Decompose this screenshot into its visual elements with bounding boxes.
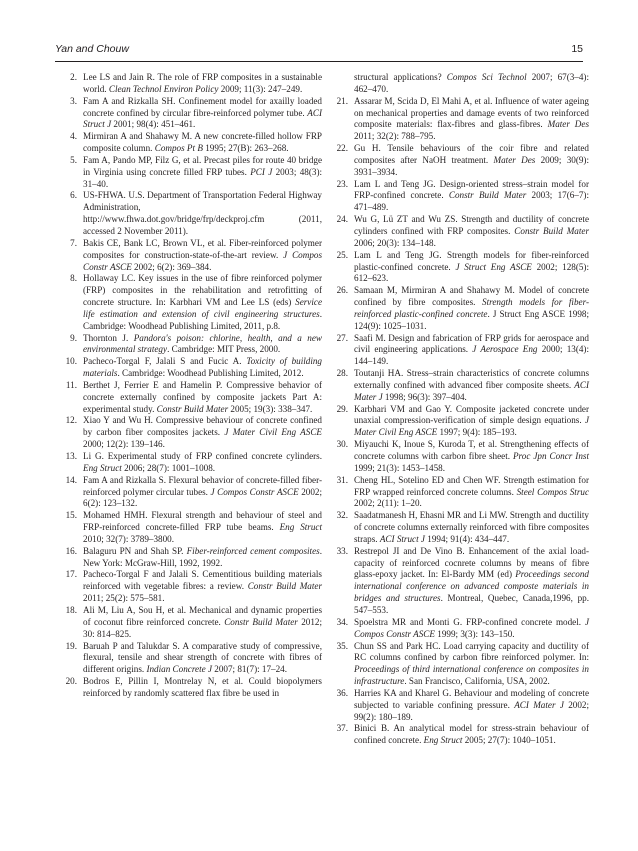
references-left-column xyxy=(60,72,322,700)
reference-source-italic: ACI Mater J xyxy=(354,379,589,402)
reference-text-segment: Fam A and Rizkalla S. Flexural behavior of concrete-filled fiber-reinforced polymer circular tubes. xyxy=(83,474,322,497)
reference-text-segment: structural applications? xyxy=(354,72,447,82)
reference-text-segment: 2003; 48(3): 31–40. xyxy=(83,166,323,189)
reference-entry xyxy=(331,404,589,440)
reference-number: 24. xyxy=(336,214,348,225)
reference-number: 4. xyxy=(70,131,77,142)
reference-text-segment: Li G. Experimental study of FRP confined concrete cylinders. xyxy=(83,451,322,461)
reference-entry xyxy=(331,179,589,215)
reference-entry xyxy=(331,723,589,747)
reference-number: 32. xyxy=(336,510,348,521)
reference-entry xyxy=(331,546,589,617)
reference-text xyxy=(354,404,589,440)
reference-text-segment: 2002; 128(5): 612–623. xyxy=(354,261,589,284)
reference-text-segment: Chun SS and Park HC. Load carrying capacity and ductility of RC columns confined by carbon fibre reinforced polymer. In: xyxy=(354,640,589,663)
reference-number: 8. xyxy=(70,273,77,284)
reference-text xyxy=(83,273,322,332)
reference-text-segment: 2007; 81(7): 17–24. xyxy=(212,664,288,675)
reference-entry xyxy=(60,546,322,570)
reference-number: 15. xyxy=(65,510,77,521)
reference-text-segment: 2005; 19(3): 338–347. xyxy=(228,403,313,414)
reference-text-segment: 2002; 2(11): 1–20. xyxy=(354,498,422,509)
reference-text-segment: Binici B. An analytical model for stress-strain behaviour of confined concrete. xyxy=(354,723,589,746)
reference-entry xyxy=(60,131,322,155)
reference-entry xyxy=(331,368,589,404)
reference-text-segment: 2007; 67(3–4): 462–470. xyxy=(354,72,590,94)
reference-source-italic: Proceedings second international conference on advanced composte materials in bridges and structures xyxy=(354,569,589,604)
reference-text xyxy=(83,475,322,511)
reference-number: 20. xyxy=(65,676,77,687)
reference-text-segment: Berthet J, Ferrier E and Hamelin P. Compressive behavior of concrete externally confined by composite jackets Part A: experimental study. xyxy=(83,379,322,414)
reference-text xyxy=(83,641,322,677)
reference-source-italic: Toxicity of building materials xyxy=(83,356,322,379)
reference-text-segment: . Montreal, Quebec, Canada,1996, pp. 547–553. xyxy=(354,593,589,615)
reference-source-italic: J Mater Civil Eng ASCE xyxy=(224,427,322,438)
reference-text xyxy=(354,214,589,250)
reference-source-italic: Proceedings of third international conference on composites in infrastructure xyxy=(354,664,589,687)
reference-text xyxy=(354,688,589,724)
reference-number: 12. xyxy=(65,415,77,426)
reference-text-segment: 2012; 30: 814–825. xyxy=(83,616,323,639)
reference-number: 11. xyxy=(65,379,77,390)
reference-number: 19. xyxy=(65,640,77,651)
reference-source-italic: Constr Build Mater xyxy=(156,403,229,414)
reference-entry xyxy=(60,415,322,451)
reference-text xyxy=(354,475,589,511)
reference-text-segment: Fam A, Pando MP, Filz G, et al. Precast piles for route 40 bridge in Virginia using concrete filled FRP tubes. xyxy=(83,154,322,177)
reference-number: 9. xyxy=(70,332,77,343)
reference-text-segment: Wu G, Lü ZT and Wu ZS. Strength and ductility of concrete cylinders confined with FRP composites. xyxy=(354,214,589,236)
reference-text xyxy=(83,155,322,191)
reference-entry xyxy=(60,475,322,511)
reference-text xyxy=(354,179,589,215)
reference-text-segment: Bakis CE, Bank LC, Brown VL, et al. Fiber-reinforced polymer composites for construction-state-of-the-art review. xyxy=(83,237,322,260)
reference-text-segment: 2011; 25(2): 575–581. xyxy=(83,593,165,604)
reference-entry xyxy=(331,688,589,724)
reference-text-segment: 2001; 98(4): 451–461. xyxy=(111,119,196,130)
reference-text-segment: Ali M, Liu A, Sou H, et al. Mechanical and dynamic properties of coconut fibre reinforced concrete. xyxy=(83,604,322,627)
reference-number: 31. xyxy=(336,474,348,485)
reference-text xyxy=(354,368,589,404)
reference-source-italic: J Mater Civil Eng ASCE xyxy=(354,415,589,438)
reference-text-segment: Hollaway LC. Key issues in the use of fibre reinforced polymer (FRP) composites in the rehabilitation and retrofitting of concrete structure. In: Karbhari VM and Lee LS (eds) xyxy=(83,273,322,308)
reference-text-segment: 2010; 32(7): 3789–3800. xyxy=(83,533,174,544)
reference-text-segment: . Cambridge: Woodhead Publishing Limited, 2011, p.8. xyxy=(83,308,322,331)
reference-text-segment: Pacheco-Torgal F and Jalali S. Cementitious building materials reinforced with vegetable fibres: a review. xyxy=(83,569,322,592)
reference-text xyxy=(354,72,589,96)
reference-text xyxy=(354,510,589,546)
reference-source-italic: J Compos Constr ASCE xyxy=(83,249,322,272)
reference-entry xyxy=(60,605,322,641)
reference-text-segment: Saafi M. Design and fabrication of FRP grids for aerospace and civil engineering applications. xyxy=(354,332,589,355)
reference-text-segment: . Cambridge: MIT Press, 2000. xyxy=(167,344,281,355)
reference-source-italic: Pandora's poison: chlorine, health, and a new environmental strategy xyxy=(83,332,323,355)
reference-text xyxy=(83,190,322,237)
reference-text xyxy=(354,333,589,369)
reference-text xyxy=(354,285,589,332)
reference-number: 36. xyxy=(336,687,348,698)
reference-text xyxy=(354,723,589,747)
reference-text-segment: 2006; 28(7): 1001–1008. xyxy=(121,462,216,473)
reference-source-italic: Proc Jpn Concr Inst xyxy=(512,451,589,461)
reference-text xyxy=(83,72,322,96)
reference-entry xyxy=(60,510,322,546)
reference-number: 23. xyxy=(336,178,348,189)
reference-entry xyxy=(331,250,589,286)
reference-source-italic: J Compos Constr ASCE xyxy=(210,486,299,497)
reference-number: 13. xyxy=(65,451,77,461)
reference-text-segment: Balaguru PN and Shah SP. xyxy=(83,545,187,556)
reference-source-italic: Clean Technol Environ Policy xyxy=(108,83,219,94)
reference-text-segment: Lam L and Teng JG. Strength models for fiber-reinforced plastic-confined concrete. xyxy=(354,249,589,272)
reference-source-italic: Mater Des xyxy=(493,154,536,165)
reference-number: 5. xyxy=(70,154,77,165)
reference-source-italic: Fiber-reinforced cement composites xyxy=(186,545,320,556)
reference-entry xyxy=(60,676,322,700)
reference-text-segment: Spoelstra MR and Monti G. FRP-confined concrete model. xyxy=(354,616,585,627)
reference-source-italic: Constr Build Mater xyxy=(247,581,323,592)
reference-text xyxy=(83,333,322,357)
reference-number: 33. xyxy=(336,545,348,556)
reference-number: 6. xyxy=(70,190,77,201)
reference-number: 26. xyxy=(336,285,348,296)
reference-text-segment: Cheng HL, Sotelino ED and Chen WF. Strength estimation for FRP wrapped reinforced concrete columns. xyxy=(354,474,589,497)
reference-text-segment: 2006; 20(3): 134–148. xyxy=(354,237,436,248)
reference-text-segment: Restrepol JI and De Vino B. Enhancement of the axial load-capacity of reinforced cocnrete columns by means of fibre glass-epoxy jacket. In: El-Bardy MM (ed) xyxy=(354,545,589,580)
reference-source-italic: Constr Build Mater xyxy=(448,190,527,201)
reference-text-segment: . New York: McGraw-Hill, 1992, 1992. xyxy=(83,545,322,568)
reference-text-segment: Karbhari VM and Gao Y. Composite jacketed concrete under unaxial compression-verification of simple design equations. xyxy=(354,403,589,426)
reference-text-segment: Samaan M, Mirmiran A and Shahawy M. Model of concrete confined by fibre composites. xyxy=(354,285,589,308)
reference-text-segment: Bodros E, Pillin I, Montrelay N, et al. Could biopolymers reinforced by randomly scattered flax fibre be used in xyxy=(83,676,322,698)
reference-text-segment: 2003; 17(6–7): 471–489. xyxy=(354,190,589,213)
reference-text-segment: Lam L and Teng JG. Design-oriented stress–strain model for FRP-confined concrete. xyxy=(354,178,589,201)
reference-text-segment: Saadatmanesh H, Ehasni MR and Li MW. Strength and ductility of concrete columns externally reinforced with fibre composites straps. xyxy=(354,510,589,544)
reference-text xyxy=(83,96,322,132)
reference-number: 28. xyxy=(336,368,348,379)
reference-text-segment: . Cambridge: Woodhead Publishing Limited, 2012. xyxy=(117,368,304,379)
reference-entry xyxy=(60,190,322,237)
reference-text xyxy=(83,415,322,451)
reference-source-italic: Strength models for fiber-reinforced plastic-confined concrete xyxy=(354,297,589,319)
reference-text-segment: 1999; 21(3): 1453–1458. xyxy=(354,462,445,473)
reference-entry xyxy=(331,333,589,369)
reference-text-segment: 2005; 27(7): 1040–1051. xyxy=(462,735,556,746)
reference-number: 22. xyxy=(336,143,348,154)
reference-source-italic: Compos Pt B xyxy=(154,143,203,154)
reference-text-segment: Harries KA and Kharel G. Behaviour and modeling of concrete subjected to variable confining pressure. xyxy=(354,687,589,710)
reference-text-segment: 2002; 99(2): 180–189. xyxy=(354,699,589,722)
header-rule xyxy=(55,61,583,62)
reference-entry xyxy=(331,510,589,546)
reference-entry xyxy=(331,143,589,179)
reference-entry xyxy=(331,214,589,250)
reference-text xyxy=(83,451,322,475)
reference-number: 10. xyxy=(65,356,77,367)
reference-text-segment: Assarar M, Scida D, El Mahi A, et al. Influence of water ageing on mechanical properties and damage events of two reinforced composite materials: flax-fibres and glass-fibres. xyxy=(354,95,589,130)
reference-text-segment: Gu H. Tensile behaviours of the coir fibre and related composites after NaOH treatment. xyxy=(354,143,589,165)
reference-number: 7. xyxy=(70,237,77,248)
reference-entry xyxy=(60,641,322,677)
reference-text xyxy=(354,143,589,179)
reference-source-italic: Indian Concrete J xyxy=(146,664,212,675)
reference-text xyxy=(354,439,589,475)
reference-text-segment: 2000; 13(4): 144–149. xyxy=(354,344,589,367)
reference-text xyxy=(354,641,589,688)
reference-number: 21. xyxy=(336,95,348,106)
reference-text xyxy=(354,617,589,641)
reference-source-italic: ACI Struct J xyxy=(83,107,322,130)
reference-number: 17. xyxy=(65,569,77,580)
reference-source-italic: J Aerospace Eng xyxy=(472,344,538,355)
reference-text-segment: 1994; 91(4): 434–447. xyxy=(424,533,510,544)
reference-entry xyxy=(60,155,322,191)
reference-text-segment: Baruah P and Talukdar S. A comparative study of compressive, flexural, tensile and shear strength of concrete with fibres of different origins. xyxy=(83,640,322,675)
reference-source-italic: Eng Struct xyxy=(83,462,122,473)
reference-entry xyxy=(60,273,322,332)
reference-number: 18. xyxy=(65,604,77,615)
reference-text-segment: 1998; 96(3): 397–404. xyxy=(382,391,467,402)
reference-text xyxy=(354,546,589,617)
reference-text-segment: 1995; 27(B): 263–268. xyxy=(202,143,289,154)
reference-text xyxy=(354,250,589,286)
reference-entry xyxy=(60,451,322,475)
reference-number: 27. xyxy=(336,332,348,343)
reference-text-segment: Xiao Y and Wu H. Compressive behaviour of concrete confined by carbon fiber composites jackets. xyxy=(83,415,322,438)
reference-source-italic: Eng Struct xyxy=(423,735,463,746)
reference-source-italic: Steel Compos Struc xyxy=(516,486,589,497)
reference-entry xyxy=(60,380,322,416)
reference-number: 25. xyxy=(336,249,348,260)
reference-source-italic: Constr Build Mater xyxy=(514,225,589,236)
reference-number: 30. xyxy=(336,439,348,450)
reference-text xyxy=(83,605,322,641)
reference-source-italic: Constr Build Mater xyxy=(224,616,298,627)
reference-text xyxy=(83,510,322,546)
reference-number: 35. xyxy=(336,640,348,651)
reference-entry xyxy=(331,439,589,475)
reference-entry xyxy=(60,72,322,96)
reference-source-italic: Compos Sci Technol xyxy=(446,72,527,82)
reference-number: 34. xyxy=(336,616,348,627)
reference-text xyxy=(83,238,322,274)
reference-text-segment: . San Francisco, California, USA, 2002. xyxy=(404,676,550,687)
reference-source-italic: Service life estimation and extension of civil engineering structures xyxy=(83,297,322,319)
reference-source-italic: Eng Struct xyxy=(279,522,322,533)
reference-text-segment: 2002; 6(2): 123–132. xyxy=(83,486,322,509)
reference-text xyxy=(83,131,322,155)
reference-entry xyxy=(331,285,589,332)
reference-text-segment: Miyauchi K, Inoue S, Kuroda T, et al. Strengthening effects of concrete columns with carbon fibre sheet. xyxy=(354,439,589,461)
reference-entry xyxy=(331,641,589,688)
reference-text-segment: Mohamed HMH. Flexural strength and behaviour of steel and FRP-reinforced concrete-filled FRP tube beams. xyxy=(83,510,322,533)
page-number: 15 xyxy=(571,43,583,55)
reference-text-segment: Pacheco-Torgal F, Jalali S and Fucic A. xyxy=(83,356,247,367)
reference-text-segment: US-FHWA. U.S. Department of Transportation Federal Highway Administration, http://www.fhwa.dot.gov/bridge/frp/deckproj.cfm (2011, accessed 2 November 2011). xyxy=(83,190,322,236)
reference-text-segment: 1997; 9(4): 185–193. xyxy=(437,427,517,438)
reference-source-italic: PCI J xyxy=(250,166,273,177)
reference-entry xyxy=(60,238,322,274)
reference-number: 3. xyxy=(70,95,77,106)
reference-entry xyxy=(60,96,322,132)
reference-entry xyxy=(60,569,322,605)
reference-text-segment: Toutanji HA. Stress–strain characteristics of concrete columns externally confined with advanced fiber composite sheets. xyxy=(354,368,589,390)
reference-number: 14. xyxy=(65,474,77,485)
reference-source-italic: ACI Mater J xyxy=(514,699,564,710)
reference-number: 37. xyxy=(336,723,348,734)
reference-entry xyxy=(60,356,322,380)
reference-entry xyxy=(331,475,589,511)
reference-text xyxy=(354,96,589,143)
references-right-column xyxy=(331,72,589,747)
running-header-authors: Yan and Chouw xyxy=(55,43,129,55)
reference-text-segment: Thornton J. xyxy=(83,332,134,343)
reference-text-segment: 2011; 32(2): 788–795. xyxy=(354,131,436,142)
reference-source-italic: ACI Struct J xyxy=(379,533,425,544)
reference-text-segment: 2000; 12(2): 139–146. xyxy=(83,439,165,450)
reference-source-italic: Mater Des xyxy=(547,119,589,130)
reference-number: 2. xyxy=(70,72,77,82)
running-header xyxy=(55,43,583,59)
reference-source-italic: J Compos Constr ASCE xyxy=(354,616,589,639)
reference-text xyxy=(83,356,322,380)
reference-text-segment: 2009; 11(3): 247–249. xyxy=(218,83,303,94)
reference-source-italic: J Struct Eng ASCE xyxy=(455,261,532,272)
reference-text-segment: 1999; 3(3): 143–150. xyxy=(434,628,515,639)
reference-entry xyxy=(331,96,589,143)
reference-entry xyxy=(60,333,322,357)
reference-text-segment: 2009; 30(9): 3931–3934. xyxy=(354,154,589,177)
reference-text-segment: Fam A and Rizkalla SH. Confinement model for axailly loaded concrete confined by circular fibre-reinforced polymer tube. xyxy=(83,95,322,118)
reference-text-segment: Mirmiran A and Shahawy M. A new concrete-filled hollow FRP composite column. xyxy=(83,131,322,154)
reference-text-segment: . J Struct Eng ASCE 1998; 124(9): 1025–1031. xyxy=(354,308,590,331)
reference-text xyxy=(83,676,322,700)
reference-text xyxy=(83,380,322,416)
reference-text-segment: Lee LS and Jain R. The role of FRP composites in a sustainable world. xyxy=(83,72,322,94)
reference-entry xyxy=(331,617,589,641)
reference-text xyxy=(83,569,322,605)
reference-text xyxy=(83,546,322,570)
reference-number: 16. xyxy=(65,545,77,556)
reference-entry xyxy=(331,72,589,96)
reference-number: 29. xyxy=(336,403,348,414)
reference-text-segment: 2002; 6(2): 369–384. xyxy=(131,261,212,272)
